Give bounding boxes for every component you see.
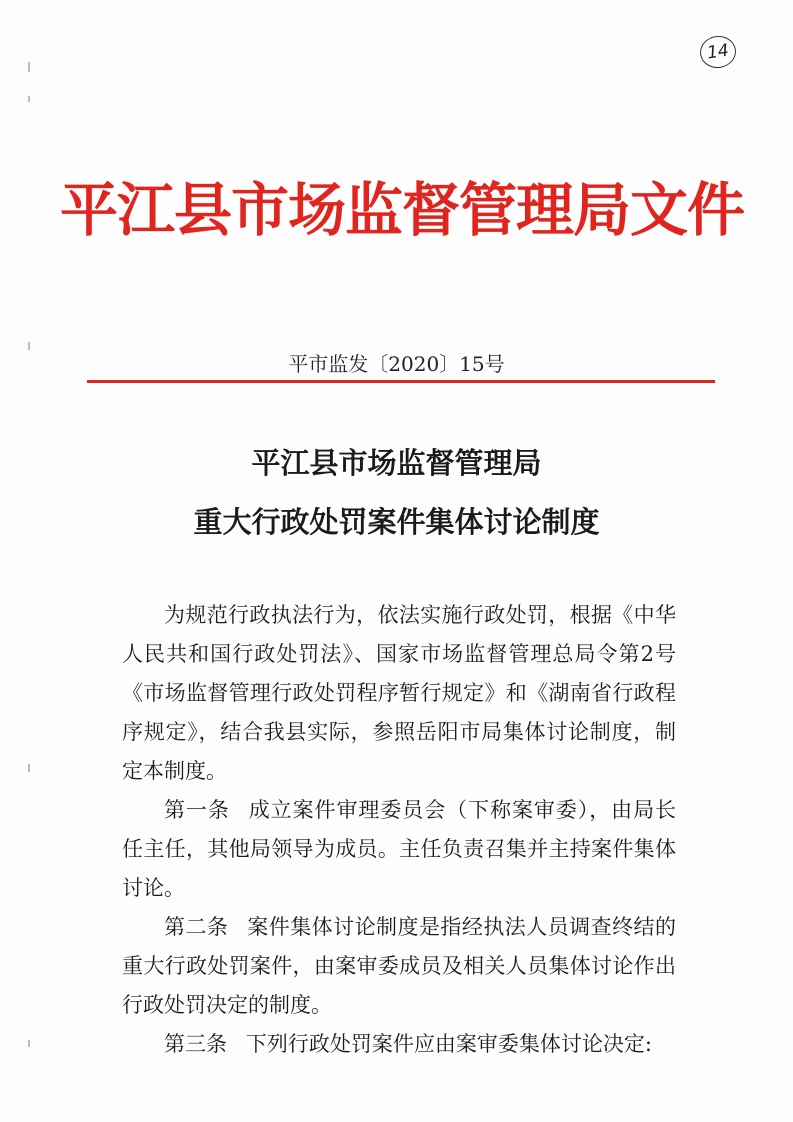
article-label: 第二条 [164, 915, 229, 939]
document-title-line2: 重大行政处罚案件集体讨论制度 [193, 505, 600, 539]
article-paragraph [122, 1025, 676, 1064]
document-title-line1: 平江县市场监督管理局 [251, 446, 542, 480]
red-separator-rule [87, 380, 715, 383]
document-body [122, 596, 676, 1064]
scan-edge-mark [28, 764, 30, 772]
document-number: 平市监发〔2020〕15号 [288, 352, 505, 376]
article-label: 第三条 [164, 1032, 227, 1056]
article-label: 第一条 [164, 798, 230, 822]
scan-edge-mark [28, 96, 30, 102]
scan-edge-mark [28, 1040, 30, 1047]
masthead-title: 平江县市场监督管理局文件 [60, 176, 745, 244]
article-text: 下列行政处罚案件应由案审委集体讨论决定: [245, 1032, 652, 1056]
article-text: 成立案件审理委员会（下称案审委），由局长任主任，其他局领导为成员。主任负责召集并主持案件集体讨论。 [122, 798, 677, 900]
article-paragraph [122, 908, 676, 1025]
intro-paragraph: 为规范行政执法行为，依法实施行政处罚，根据《中华人民共和国行政处罚法》、国家市场监督管理总局令第2号《市场监督管理行政处罚程序暂行规定》和《湖南省行政程序规定》，结合我县实际，参照岳阳市局集体讨论制度，制定本制度。 [122, 603, 676, 783]
handwritten-page-number: 14 [698, 34, 738, 71]
scan-edge-mark [28, 342, 30, 350]
article-text: 案件集体讨论制度是指经执法人员调查终结的重大行政处罚案件，由案审委成员及相关人员集体讨论作出行政处罚决定的制度。 [122, 915, 677, 1017]
article-paragraph [122, 791, 676, 908]
scan-edge-mark [28, 62, 30, 72]
